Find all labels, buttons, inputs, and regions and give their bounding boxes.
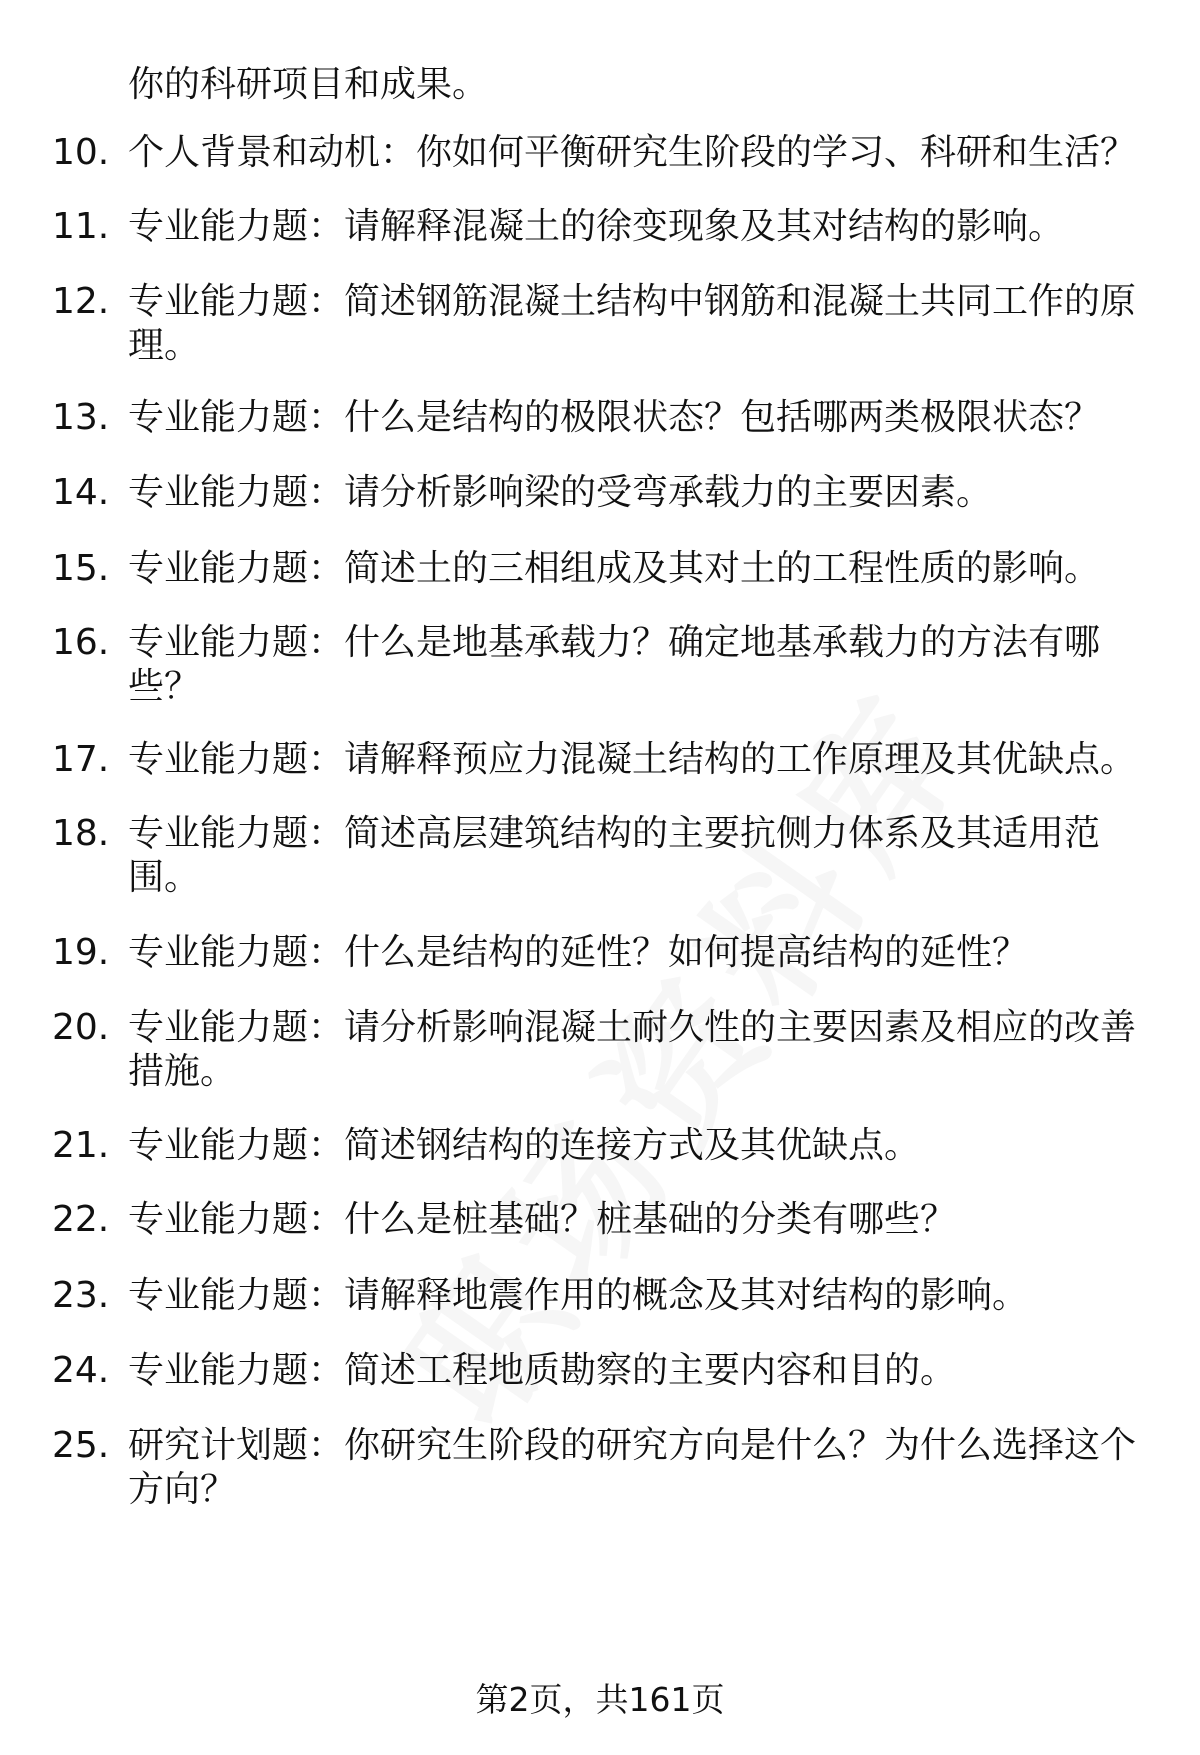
page-footer: 第2页，共161页	[475, 1680, 725, 1719]
question-number: 20.	[52, 1007, 110, 1048]
question-text: 专业能力题：什么是地基承载力？确定地基承载力的方法有哪 些？	[128, 622, 1101, 707]
question-text: 专业能力题：简述高层建筑结构的主要抗侧力体系及其适用范 围。	[128, 813, 1101, 898]
question-text: 研究计划题：你研究生阶段的研究方向是什么？为什么选择这个 方向？	[128, 1425, 1137, 1510]
question-text: 专业能力题：什么是结构的极限状态？包括哪两类极限状态？	[128, 397, 1101, 438]
question-number: 18.	[52, 813, 110, 854]
question-text: 专业能力题：请解释地震作用的概念及其对结构的影响。	[128, 1275, 1029, 1316]
question-number: 10.	[52, 132, 110, 173]
question-text: 专业能力题：请分析影响混凝土耐久性的主要因素及相应的改善 措施。	[128, 1007, 1137, 1092]
question-number: 15.	[52, 548, 110, 589]
question-number: 13.	[52, 397, 110, 438]
question-text: 专业能力题：什么是桩基础？桩基础的分类有哪些？	[128, 1199, 957, 1240]
question-text: 专业能力题：请分析影响梁的受弯承载力的主要因素。	[128, 472, 993, 513]
question-text: 专业能力题：简述钢筋混凝土结构中钢筋和混凝土共同工作的原 理。	[128, 281, 1137, 366]
question-number: 19.	[52, 932, 110, 973]
question-number: 16.	[52, 622, 110, 663]
question-text: 个人背景和动机：你如何平衡研究生阶段的学习、科研和生活？	[128, 132, 1137, 173]
question-number: 23.	[52, 1275, 110, 1316]
question-number: 17.	[52, 739, 110, 780]
question-number: 24.	[52, 1350, 110, 1391]
continuation-text: 你的科研项目和成果。	[128, 64, 489, 105]
question-text: 专业能力题：简述土的三相组成及其对土的工程性质的影响。	[128, 548, 1101, 589]
question-number: 22.	[52, 1199, 110, 1240]
question-number: 25.	[52, 1425, 110, 1466]
question-text: 专业能力题：请解释预应力混凝土结构的工作原理及其优缺点。	[128, 739, 1137, 780]
question-number: 21.	[52, 1125, 110, 1166]
question-text: 专业能力题：请解释混凝土的徐变现象及其对结构的影响。	[128, 206, 1065, 247]
question-text: 专业能力题：简述工程地质勘察的主要内容和目的。	[128, 1350, 957, 1391]
question-number: 14.	[52, 472, 110, 513]
question-text: 专业能力题：什么是结构的延性？如何提高结构的延性？	[128, 932, 1029, 973]
question-number: 11.	[52, 206, 110, 247]
question-number: 12.	[52, 281, 110, 322]
question-text: 专业能力题：简述钢结构的连接方式及其优缺点。	[128, 1125, 921, 1166]
